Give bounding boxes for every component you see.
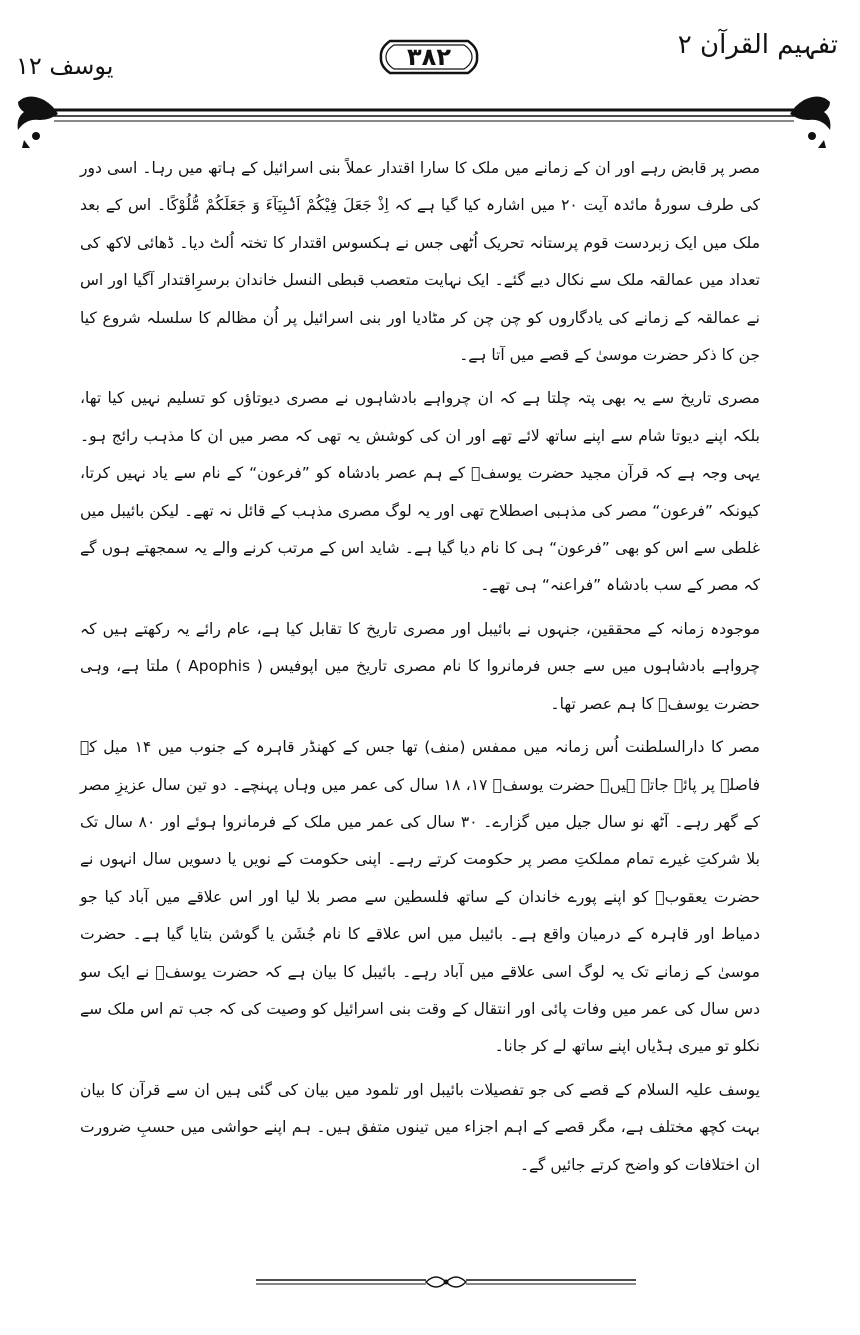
body-text <box>80 150 760 1184</box>
paragraph-1: مصر پر قابض رہے اور ان کے زمانے میں ملک کا سارا اقتدار عملاً بنی اسرائیل کے ہاتھ میں رہا۔ اسی دور کی طرف سورۂ مائدہ آیت ۲۰ میں اشارہ کیا گیا ہے کہ اِذْ جَعَلَ فِیْكُمْ اَنْۢبِیَآءَ وَ جَعَلَكُمْ مُّلُوْكًا۔ اس کے بعد ملک میں ایک زبردست قوم پرستانہ تحریک اُٹھی جس نے ہکسوس اقتدار کا تختہ اُلٹ دیا۔ ڈھائی لاکھ کی تعداد میں عمالقہ ملک سے نکال دیے گئے۔ ایک نہایت متعصب قبطی النسل خاندان برسرِاقتدار آگیا اور اس نے عمالقہ کے زمانے کی یادگاروں کو چن چن کر مٹادیا اور بنی اسرائیل پر اُن مظالم کا سلسلہ شروع کیا جن کا ذکر حضرت موسیٰ کے قصے میں آتا ہے۔ <box>80 159 760 365</box>
left-corner-ornament <box>18 96 58 148</box>
page-number: ۳۸۲ <box>407 43 451 71</box>
surah-label: یوسف ۱۲ <box>16 52 114 80</box>
paragraph-2: مصری تاریخ سے یہ بھی پتہ چلتا ہے کہ ان چرواہے بادشاہوں نے مصری دیوتاؤں کو تسلیم نہیں کیا تھا، بلکہ اپنے دیوتا شام سے اپنے ساتھ لائے تھے اور ان کی کوشش یہ تھی کہ مصر میں ان کا مذہب رائج ہو۔ یہی وجہ ہے کہ قرآن مجید حضرت یوسفؑ کے ہم عصر بادشاہ کو ”فرعون“ کے نام سے یاد نہیں کرتا، کیونکہ ”فرعون“ مصر کی مذہبی اصطلاح تھی اور یہ لوگ مصری مذہب کے قائل نہ تھے۔ لیکن بائیبل میں غلطی سے اس کو بھی ”فرعون“ ہی کا نام دیا گیا ہے۔ شاید اس کے مرتب کرنے والے یہ سمجھتے ہوں گے کہ مصر کے سب بادشاہ ”فراعنہ“ ہی تھے۔ <box>80 389 760 595</box>
header-ornamental-rule <box>14 90 834 150</box>
paragraph-3: موجودہ زمانہ کے محققین، جنہوں نے بائیبل اور مصری تاریخ کا تقابل کیا ہے، عام رائے یہ رکھتے ہیں کہ چرواہے بادشاہوں میں سے جس فرمانروا کا نام مصری تاریخ میں اپوفیس ( Apophis ) ملتا ہے، وہی حضرت یوسفؑ کا ہم عصر تھا۔ <box>80 619 760 713</box>
paragraph-4: مصر کا دارالسلطنت اُس زمانہ میں ممفس (منف) تھا جس کے کھنڈر قاہرہ کے جنوب میں ۱۴ میل کے فاصلے پر پائے جاتے ہیں۔ حضرت یوسفؑ ۱۷، ۱۸ سال کی عمر میں وہاں پہنچے۔ دو تین سال عزیزِ مصر کے گھر رہے۔ آٹھ نو سال جیل میں گزارے۔ ۳۰ سال کی عمر میں ملک کے فرمانروا ہوئے اور ۸۰ سال تک بلا شرکتِ غیرے تمام مملکتِ مصر پر حکومت کرتے رہے۔ اپنی حکومت کے نویں یا دسویں سال انہوں نے حضرت یعقوبؑ کو اپنے پورے خاندان کے ساتھ فلسطین سے مصر بلا لیا اور اس علاقے میں آباد کیا جو دمیاط اور قاہرہ کے درمیان واقع ہے۔ بائیبل میں اس علاقے کا نام جُشَن یا گوشن بتایا گیا ہے۔ حضرت موسیٰ کے زمانے تک یہ لوگ اسی علاقے میں آباد رہے۔ بائیبل کا بیان ہے کہ حضرت یوسفؑ نے ایک سو دس سال کی عمر میں وفات پائی اور انتقال کے وقت بنی اسرائیل کو وصیت کی کہ جب تم اس ملک سے نکلو تو میری ہڈیاں اپنے ساتھ لے کر جانا۔ <box>80 738 760 1056</box>
footer-ornament <box>256 1270 636 1294</box>
right-corner-ornament <box>790 96 830 148</box>
paragraph-5: یوسف علیہ السلام کے قصے کی جو تفصیلات بائیبل اور تلمود میں بیان کی گئی ہیں ان سے قرآن کا بیان بہت کچھ مختلف ہے، مگر قصے کے اہم اجزاء میں تینوں متفق ہیں۔ ہم اپنے حواشی میں حسبِ ضرورت ان اختلافات کو واضح کرتے جائیں گے۔ <box>80 1080 760 1174</box>
book-title: تفہیم القرآن ۲ <box>677 30 838 60</box>
